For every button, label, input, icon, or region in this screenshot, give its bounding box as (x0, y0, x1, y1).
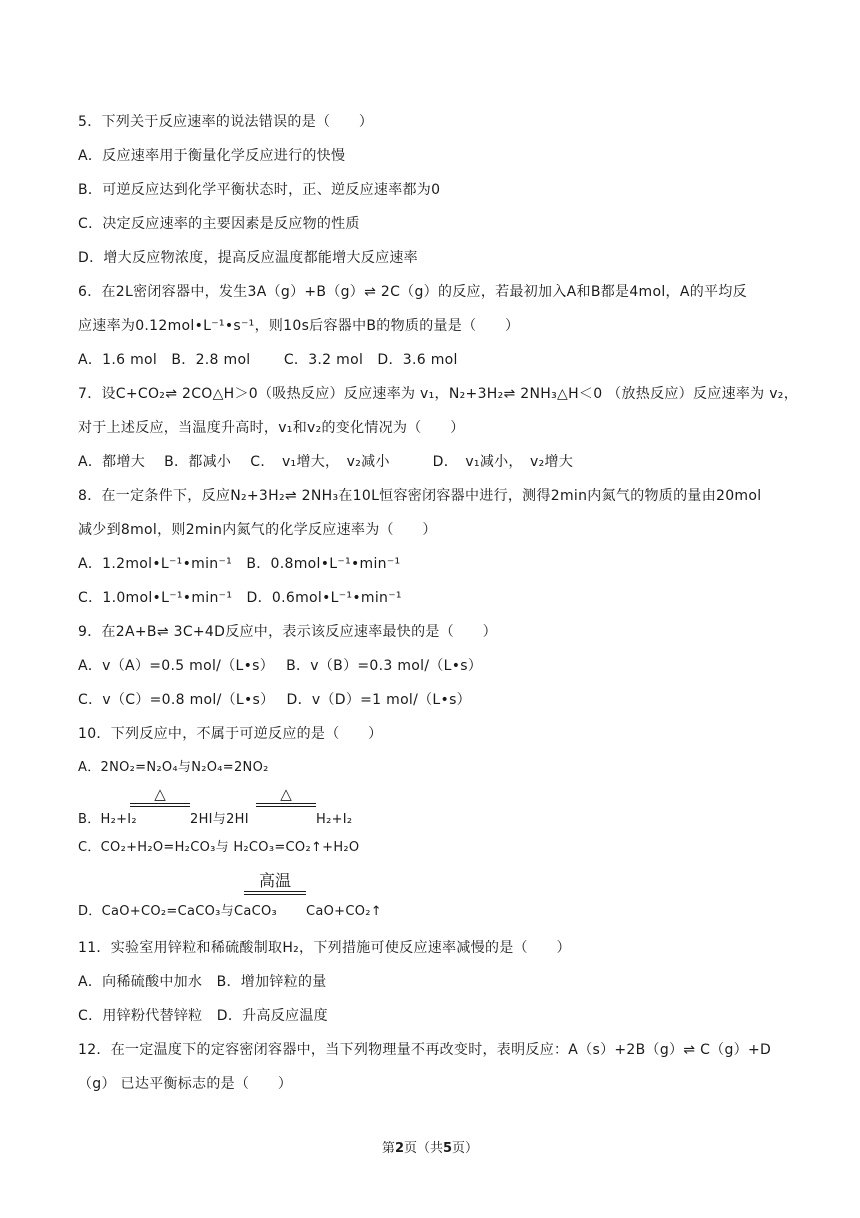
question-5-option-d: D．增大反应物浓度，提高反应温度都能增大反应速率 (78, 250, 418, 266)
question-10-option-d-left: D．CaO+CO₂=CaCO₃与CaCO₃ (78, 904, 278, 919)
question-5-option-a: A．反应速率用于衡量化学反应进行的快慢 (78, 148, 346, 164)
footer-mid: 页（共 (403, 1141, 443, 1156)
question-9-options-ab: A．v（A）=0.5 mol/（L•s） B．v（B）=0.3 mol/（L•s） (78, 658, 483, 674)
question-7-options: A．都增大 B．都减小 C． v₁增大， v₂减小 D． v₁减小， v₂增大 (78, 454, 574, 470)
high-temperature-condition: 高温 (244, 872, 306, 895)
heating-condition-2: △ (256, 786, 316, 807)
question-10-option-b-left: B．H₂+I₂ (78, 812, 137, 827)
heating-condition-1: △ (130, 786, 190, 807)
question-8-options-cd: C．1.0mol•L⁻¹•min⁻¹ D．0.6mol•L⁻¹•min⁻¹ (78, 590, 402, 606)
question-11-options-ab: A．向稀硫酸中加水 B．增加锌粒的量 (78, 974, 327, 990)
question-12-stem-line1: 12．在一定温度下的定容密闭容器中，当下列物理量不再改变时，表明反应：A（s）+2B（g）⇌ C（g）+D (78, 1042, 772, 1058)
question-11-options-cd: C．用锌粉代替锌粒 D．升高反应温度 (78, 1008, 328, 1024)
question-8-stem-line1: 8．在一定条件下，反应N₂+3H₂⇌ 2NH₃在10L恒容密闭容器中进行，测得2min内氮气的物质的量由20mol (78, 488, 762, 504)
page-footer (0, 1140, 860, 1158)
question-6-stem-line1: 6．在2L密闭容器中，发生3A（g）+B（g）⇌ 2C（g）的反应，若最初加入A和B都是4mol，A的平均反 (78, 284, 747, 300)
question-10-stem: 10．下列反应中，不属于可逆反应的是（ ） (78, 726, 383, 742)
question-8-stem-line2: 减少到8mol，则2min内氮气的化学反应速率为（ ） (78, 522, 437, 538)
footer-total-pages: 5 (443, 1141, 453, 1156)
footer-suffix: 页） (452, 1141, 479, 1156)
question-5-option-b: B．可逆反应达到化学平衡状态时，正、逆反应速率都为0 (78, 182, 441, 198)
question-9-options-cd: C．v（C）=0.8 mol/（L•s） D．v（D）=1 mol/（L•s） (78, 692, 471, 708)
question-7-stem-line1: 7．设C+CO₂⇌ 2CO△H＞0（吸热反应）反应速率为 v₁，N₂+3H₂⇌ 2NH₃△H＜0 （放热反应）反应速率为 v₂， (78, 386, 799, 402)
question-6-stem-line2: 应速率为0.12mol•L⁻¹•s⁻¹，则10s后容器中B的物质的量是（ ） (78, 318, 520, 334)
question-8-options-ab: A．1.2mol•L⁻¹•min⁻¹ B．0.8mol•L⁻¹•min⁻¹ (78, 556, 401, 572)
question-5-option-c: C．决定反应速率的主要因素是反应物的性质 (78, 216, 360, 232)
question-10-option-d-right: CaO+CO₂↑ (306, 904, 382, 919)
question-12-stem-line2: （g） 已达平衡标志的是（ ） (78, 1076, 293, 1092)
question-11-stem: 11．实验室用锌粒和稀硫酸制取H₂，下列措施可使反应速率减慢的是（ ） (78, 940, 571, 956)
question-6-options: A．1.6 mol B．2.8 mol C．3.2 mol D．3.6 mol (78, 352, 458, 368)
footer-page-number: 2 (394, 1141, 404, 1156)
question-5-stem: 5．下列关于反应速率的说法错误的是（ ） (78, 114, 374, 130)
footer-prefix: 第 (381, 1141, 395, 1156)
question-10-option-c: C．CO₂+H₂O=H₂CO₃与 H₂CO₃=CO₂↑+H₂O (78, 840, 360, 855)
question-10-option-b-mid: 2HI与2HI (190, 812, 249, 827)
question-10-option-a: A．2NO₂=N₂O₄与N₂O₄=2NO₂ (78, 760, 269, 775)
question-7-stem-line2: 对于上述反应，当温度升高时，v₁和v₂的变化情况为（ ） (78, 420, 465, 436)
question-10-option-b-right: H₂+I₂ (316, 812, 353, 827)
question-9-stem: 9．在2A+B⇌ 3C+4D反应中，表示该反应速率最快的是（ ） (78, 624, 497, 640)
